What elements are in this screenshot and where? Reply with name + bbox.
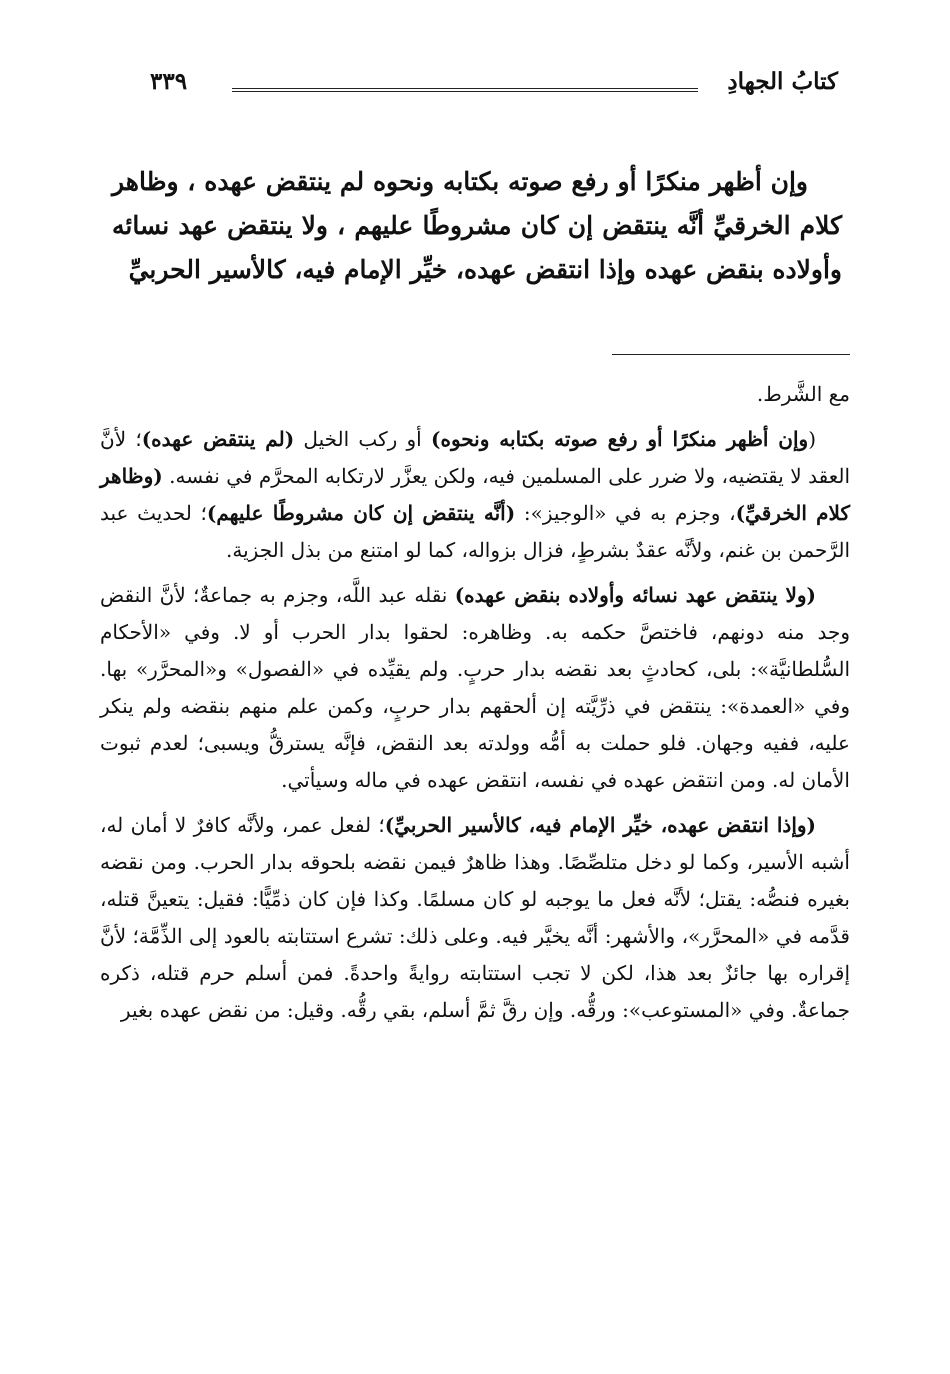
- commentary-text: (: [808, 427, 817, 451]
- bold-matn-quote: (أنَّه ينتقض إن كان مشروطًا عليهم): [206, 501, 516, 525]
- commentary-text: ؛ لفعل عمر، ولأنَّه كافرٌ لا أمان له، أشبه الأسير، وكما لو دخل متلصِّصًا. وهذا ظاهرٌ فيمن نقضه بلحوقه بدار الحرب. ومن نقضه بغيره فنصُّه: يقتل؛ لأنَّه فعل ما يوجبه لو كان مسلمًا. وكذا فإن كان ذمِّيًّا: فقيل: يتعينَّ قتله، قدَّمه في «المحرَّر»، والأشهر: أنَّه يخيَّر فيه. وعلى ذلك: تشرع استتابته بالعود إلى الذِّمَّة؛ لأنَّ إقراره بها جائزٌ بعد هذا، لكن لا تجب استتابته روايةً واحدةً. فمن أسلم حرم قتله، ذكره جماعةٌ. وفي «المستوعب»: ورقُّه. وإن رقَّ ثمَّ أسلم، بقي رقُّه. وقيل: من نقض عهده بغير: [100, 813, 850, 1022]
- commentary-text: ؛ لحديث عبد الرَّحمن بن غنم، ولأنَّه عقدٌ بشرطٍ، فزال بزواله، كما لو امتنع من بذل الجزية.: [100, 501, 850, 562]
- bold-matn-quote: (لم ينتقض عهده): [141, 427, 295, 451]
- bold-matn-quote: (وإذا انتقض عهده، خيِّر الإمام فيه، كالأسير الحربيِّ): [384, 813, 816, 837]
- footnote-rule: [612, 354, 850, 355]
- page-header: [150, 68, 838, 108]
- running-title: كتابُ الجهادِ: [727, 68, 838, 95]
- page-number: ٣٣٩: [150, 68, 188, 95]
- sharh-paragraph-0: مع الشَّرط.: [756, 382, 850, 406]
- matn-text: [112, 160, 842, 292]
- matn-paragraph: وإن أظهر منكرًا أو رفع صوته بكتابه ونحوه لم ينتقض عهده ، وظاهر كلام الخرقيِّ أنَّه ينتقض إن كان مشروطًا عليهم ، ولا ينتقض عهد نسائه وأولاده بنقض عهده وإذا انتقض عهده، خيِّر الإمام فيه، كالأسير الحربيِّ: [112, 167, 842, 284]
- header-rule: [232, 88, 698, 92]
- sharh-text: [100, 376, 850, 1037]
- bold-matn-quote: (ولا ينتقض عهد نسائه وأولاده بنقض عهده): [454, 583, 817, 607]
- commentary-text: أو ركب الخيل: [294, 427, 431, 451]
- sharh-paragraph-1: [100, 421, 850, 569]
- sharh-paragraph-2: [100, 577, 850, 799]
- commentary-text: نقله عبد اللَّه، وجزم به جماعةٌ؛ لأنَّ النقض وجد منه دونهم، فاختصَّ حكمه به. وظاهره: لحقوا بدار الحرب أو لا. وفي «الأحكام السُّلطانيَّة»: بلى، كحادثٍ بعد نقضه بدار حربٍ. ولم يقيِّده في «الفصول» و«المحرَّر» بها. وفي «العمدة»: ينتقض في ذرِّيَّته إن ألحقهم بدار حربٍ، وكمن علم منهم بنقضه ولم ينكر عليه، ففيه وجهان. فلو حملت به أمُّه وولدته بعد النقض، فإنَّه يسترقُّ ويسبى؛ لعدم ثبوت الأمان له. ومن انتقض عهده في نفسه، انتقض عهده في ماله وسيأتي.: [100, 583, 850, 792]
- bold-matn-quote: (وظاهر كلام الخرقيِّ): [100, 464, 850, 525]
- sharh-paragraph-3: [100, 807, 850, 1029]
- commentary-text: ؛ لأنَّ العقد لا يقتضيه، ولا ضرر على المسلمين فيه، ولكن يعزَّر لارتكابه المحرَّم في نفسه.: [100, 427, 850, 488]
- bold-matn-quote: وإن أظهر منكرًا أو رفع صوته بكتابه ونحوه): [431, 427, 809, 451]
- commentary-text: ، وجزم به في «الوجيز»:: [515, 501, 736, 525]
